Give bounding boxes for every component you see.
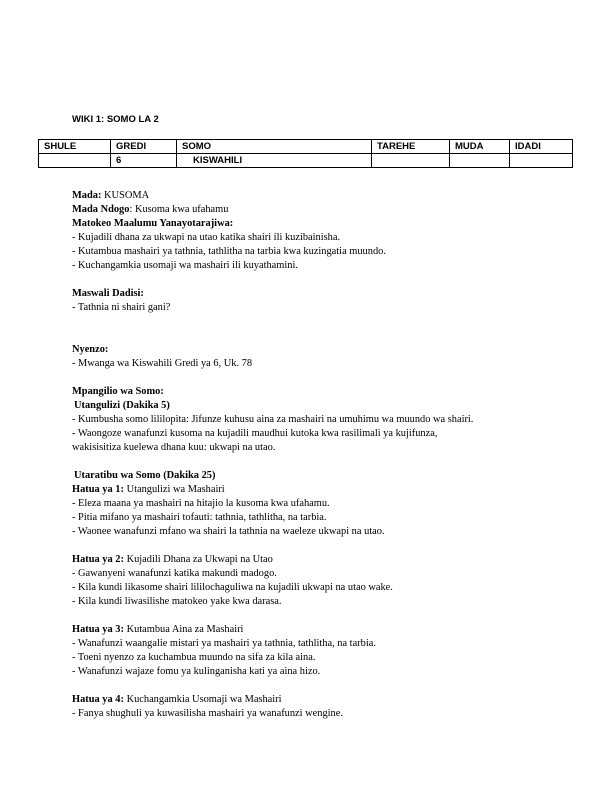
section-heading: Matokeo Maalumu Yanayotarajiwa: — [72, 218, 234, 229]
step-heading: Hatua ya 3: Kutambua Aina za Mashairi — [72, 624, 244, 635]
table-cell: KISWAHILI — [177, 154, 372, 168]
mada-label: Mada: — [72, 190, 102, 201]
list-item: - Kuchangamkia usomaji wa mashairi ili kuyathamini. — [72, 260, 298, 271]
table-header-cell: IDADI — [510, 140, 573, 154]
list-item: - Kujadili dhana za ukwapi na utao katika shairi ili kuzibainisha. — [72, 232, 341, 243]
table-row — [39, 154, 573, 168]
table-header-cell: SOMO — [177, 140, 372, 154]
list-item: - Waonee wanafunzi mfano wa shairi la tathnia na waeleze ukwapi na utao. — [72, 526, 385, 537]
table-cell — [510, 154, 573, 168]
table-header-row — [39, 140, 573, 154]
lesson-body — [72, 189, 572, 721]
list-item: - Eleza maana ya mashairi na hitajio la kusoma kwa ufahamu. — [72, 498, 330, 509]
section-heading: Utangulizi (Dakika 5) — [74, 400, 170, 411]
table-cell — [39, 154, 111, 168]
section-heading: Nyenzo: — [72, 344, 109, 355]
list-item: - Wanafunzi wajaze fomu ya kulinganisha kati ya aina hizo. — [72, 666, 321, 677]
mada-value: KUSOMA — [101, 190, 150, 201]
section-heading: Utaratibu wa Somo (Dakika 25) — [74, 470, 216, 481]
list-item: - Fanya shughuli ya kuwasilisha mashairi ya wanafunzi wengine. — [72, 708, 343, 719]
list-item: - Tathnia ni shairi gani? — [72, 302, 171, 313]
list-item: - Wanafunzi waangalie mistari ya mashairi ya tathnia, tathlitha, na tarbia. — [72, 638, 376, 649]
list-item: - Mwanga wa Kiswahili Gredi ya 6, Uk. 78 — [72, 358, 253, 369]
lesson-info-table — [38, 139, 573, 168]
mada-ndogo-label: Mada Ndogo — [72, 204, 130, 215]
table-cell — [450, 154, 510, 168]
table-cell — [372, 154, 450, 168]
list-item: - Kutambua mashairi ya tathnia, tathlitha na tarbia kwa kuzingatia muundo. — [72, 246, 386, 257]
section-heading: Maswali Dadisi: — [72, 288, 144, 299]
step-heading: Hatua ya 1: Utangulizi wa Mashairi — [72, 484, 225, 495]
list-item: - Kumbusha somo lililopita: Jifunze kuhusu aina za mashairi na umuhimu wa muundo wa shairi. — [72, 414, 474, 425]
table-header-cell: TAREHE — [372, 140, 450, 154]
table-header-cell: GREDI — [111, 140, 177, 154]
mada-ndogo-value: : Kusoma kwa ufahamu — [129, 204, 229, 215]
table-cell: 6 — [111, 154, 177, 168]
list-item: - Pitia mifano ya mashairi tofauti: tathnia, tathlitha, na tarbia. — [72, 512, 327, 523]
step-heading: Hatua ya 4: Kuchangamkia Usomaji wa Mashairi — [72, 694, 282, 705]
mada-line — [72, 189, 572, 203]
list-item: - Toeni nyenzo za kuchambua muundo na sifa za kila aina. — [72, 652, 316, 663]
step-heading: Hatua ya 2: Kujadili Dhana za Ukwapi na Utao — [72, 554, 273, 565]
table-header-cell: SHULE — [39, 140, 111, 154]
list-item: - Gawanyeni wanafunzi katika makundi madogo. — [72, 568, 277, 579]
lesson-title: WIKI 1: SOMO LA 2 — [72, 114, 159, 125]
list-item: wakisisitiza kuelewa dhana kuu: ukwapi na utao. — [72, 442, 276, 453]
list-item: - Kila kundi likasome shairi lililochaguliwa na kujadili ukwapi na utao wake. — [72, 582, 393, 593]
table-header-cell: MUDA — [450, 140, 510, 154]
list-item: - Kila kundi liwasilishe matokeo yake kwa darasa. — [72, 596, 282, 607]
mada-ndogo-line — [72, 203, 572, 217]
list-item: - Waongoze wanafunzi kusoma na kujadili maudhui kutoka kwa rasilimali ya kujifunza, — [72, 428, 438, 439]
section-heading: Mpangilio wa Somo: — [72, 386, 164, 397]
